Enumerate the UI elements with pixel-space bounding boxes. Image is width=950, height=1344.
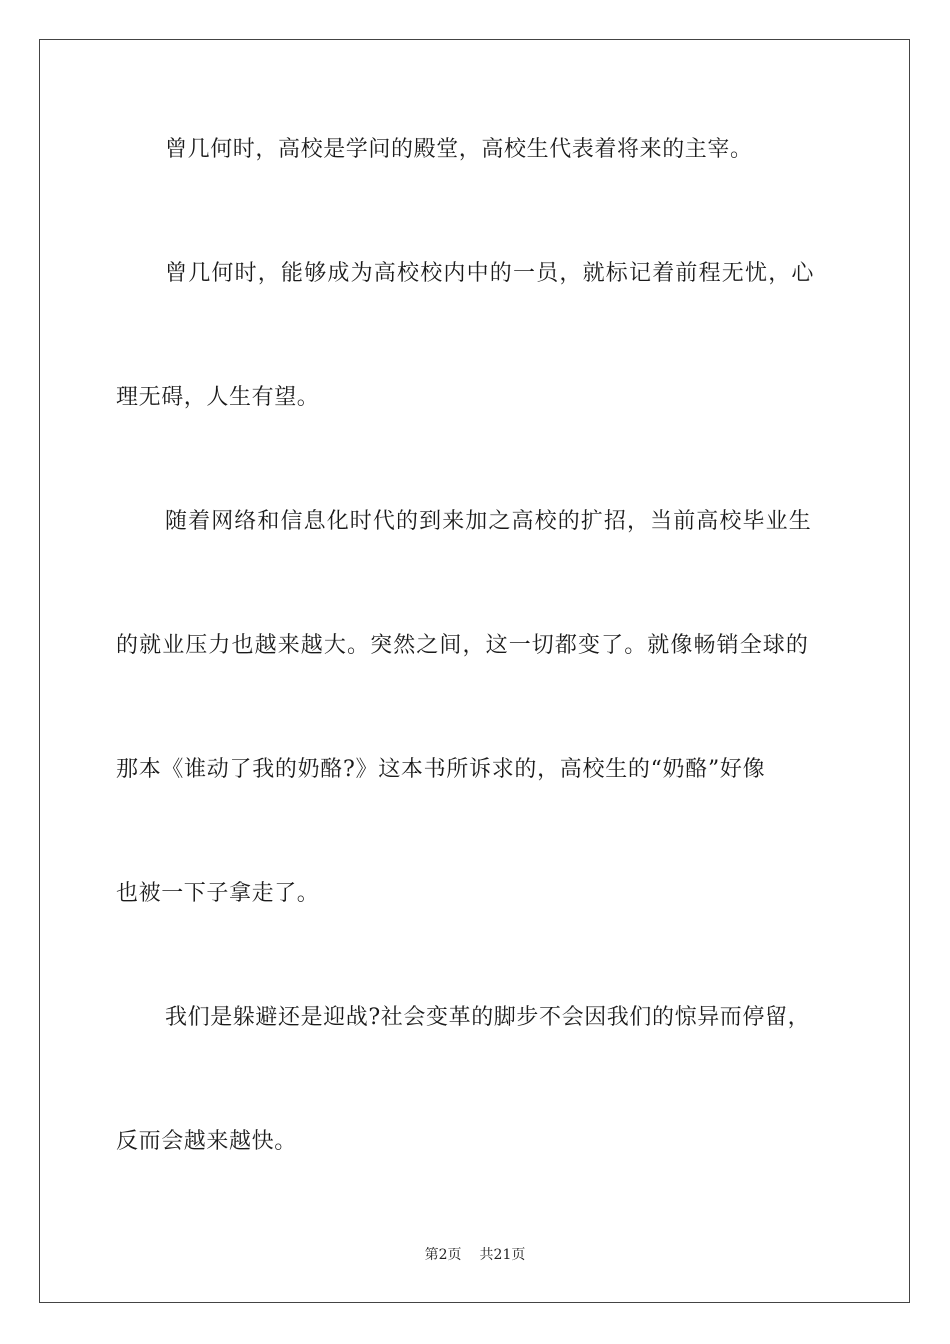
page-number: 第2页 [424,1247,462,1263]
paragraph-3-line-2: 的就业压力也越来越大。突然之间，这一切都变了。就像畅销全球的 [116,633,810,658]
paragraph-3-line-4: 也被一下子拿走了。 [116,881,320,906]
paragraph-4-line-2: 反而会越来越快。 [116,1129,297,1154]
page-total: 共21页 [479,1247,526,1263]
paragraph-2-line-1: 曾几何时，能够成为高校校内中的一员，就标记着前程无忧，心 [165,261,815,286]
paragraph-3-line-3: 那本《谁动了我的奶酪?》这本书所诉求的，高校生的“奶酪”好像 [116,757,766,782]
paragraph-3-line-1: 随着网络和信息化时代的到来加之高校的扩招，当前高校毕业生 [165,509,812,534]
paragraph-1-line-1: 曾几何时，高校是学问的殿堂，高校生代表着将来的主宰。 [165,137,753,162]
page-border [39,39,910,1303]
paragraph-2-line-2: 理无碍，人生有望。 [116,385,320,410]
paragraph-4-line-1: 我们是躲避还是迎战?社会变革的脚步不会因我们的惊异而停留， [165,1005,811,1030]
page-footer [0,1246,950,1264]
